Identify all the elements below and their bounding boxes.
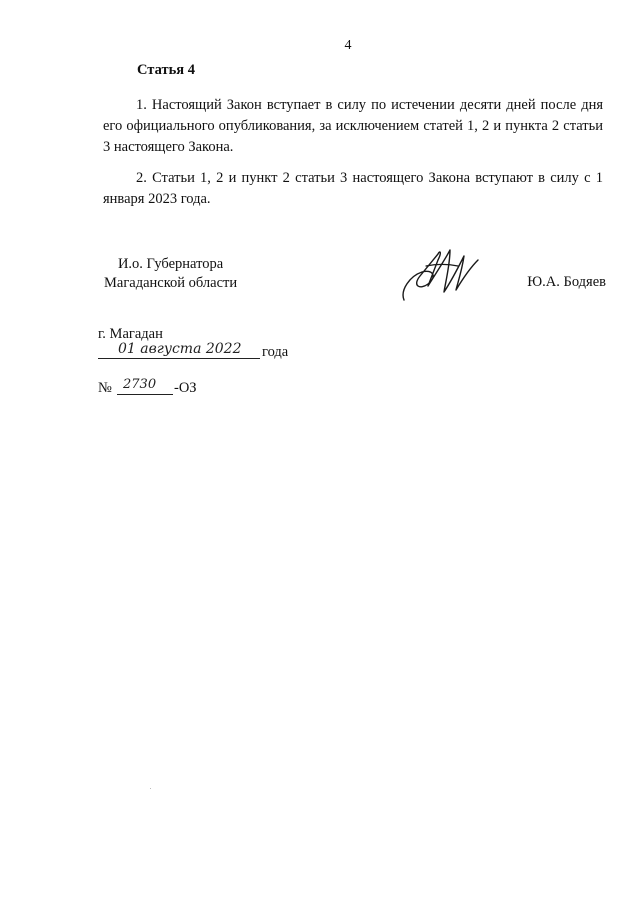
place-of-signing: г. Магадан <box>98 326 163 342</box>
signatory-position-line-1: И.о. Губернатора <box>117 256 224 272</box>
handwritten-date <box>116 338 246 360</box>
article-paragraph-2: 2. Статьи 1, 2 и пункт 2 статьи 3 настоящего Закона вступают в силу с 1 января 2023 года. <box>103 170 603 207</box>
law-number-suffix: -ОЗ <box>174 380 197 396</box>
law-number-field <box>117 378 173 395</box>
date-field <box>98 342 260 359</box>
handwritten-date-text: 01 августа 2022 <box>118 341 242 357</box>
signatory-position <box>104 255 237 293</box>
scan-speck <box>150 788 151 789</box>
handwritten-signature <box>398 240 482 306</box>
article-title: Статья 4 <box>137 62 195 78</box>
signatory-position-line-2: Магаданской области <box>104 275 238 291</box>
handwritten-law-number-text: 2730 <box>123 377 157 392</box>
date-suffix: года <box>262 344 289 360</box>
article-paragraph-1: 1. Настоящий Закон вступает в силу по истечении десяти дней после дня его официального опубликования, за исключением статей 1, 2 и пункта 2 статьи 3 настоящего Закона. <box>103 97 603 155</box>
handwritten-law-number <box>121 374 165 394</box>
page-number: 4 <box>344 38 352 53</box>
law-number-prefix: № <box>98 380 112 396</box>
signer-name: Ю.А. Бодяев <box>527 274 606 290</box>
